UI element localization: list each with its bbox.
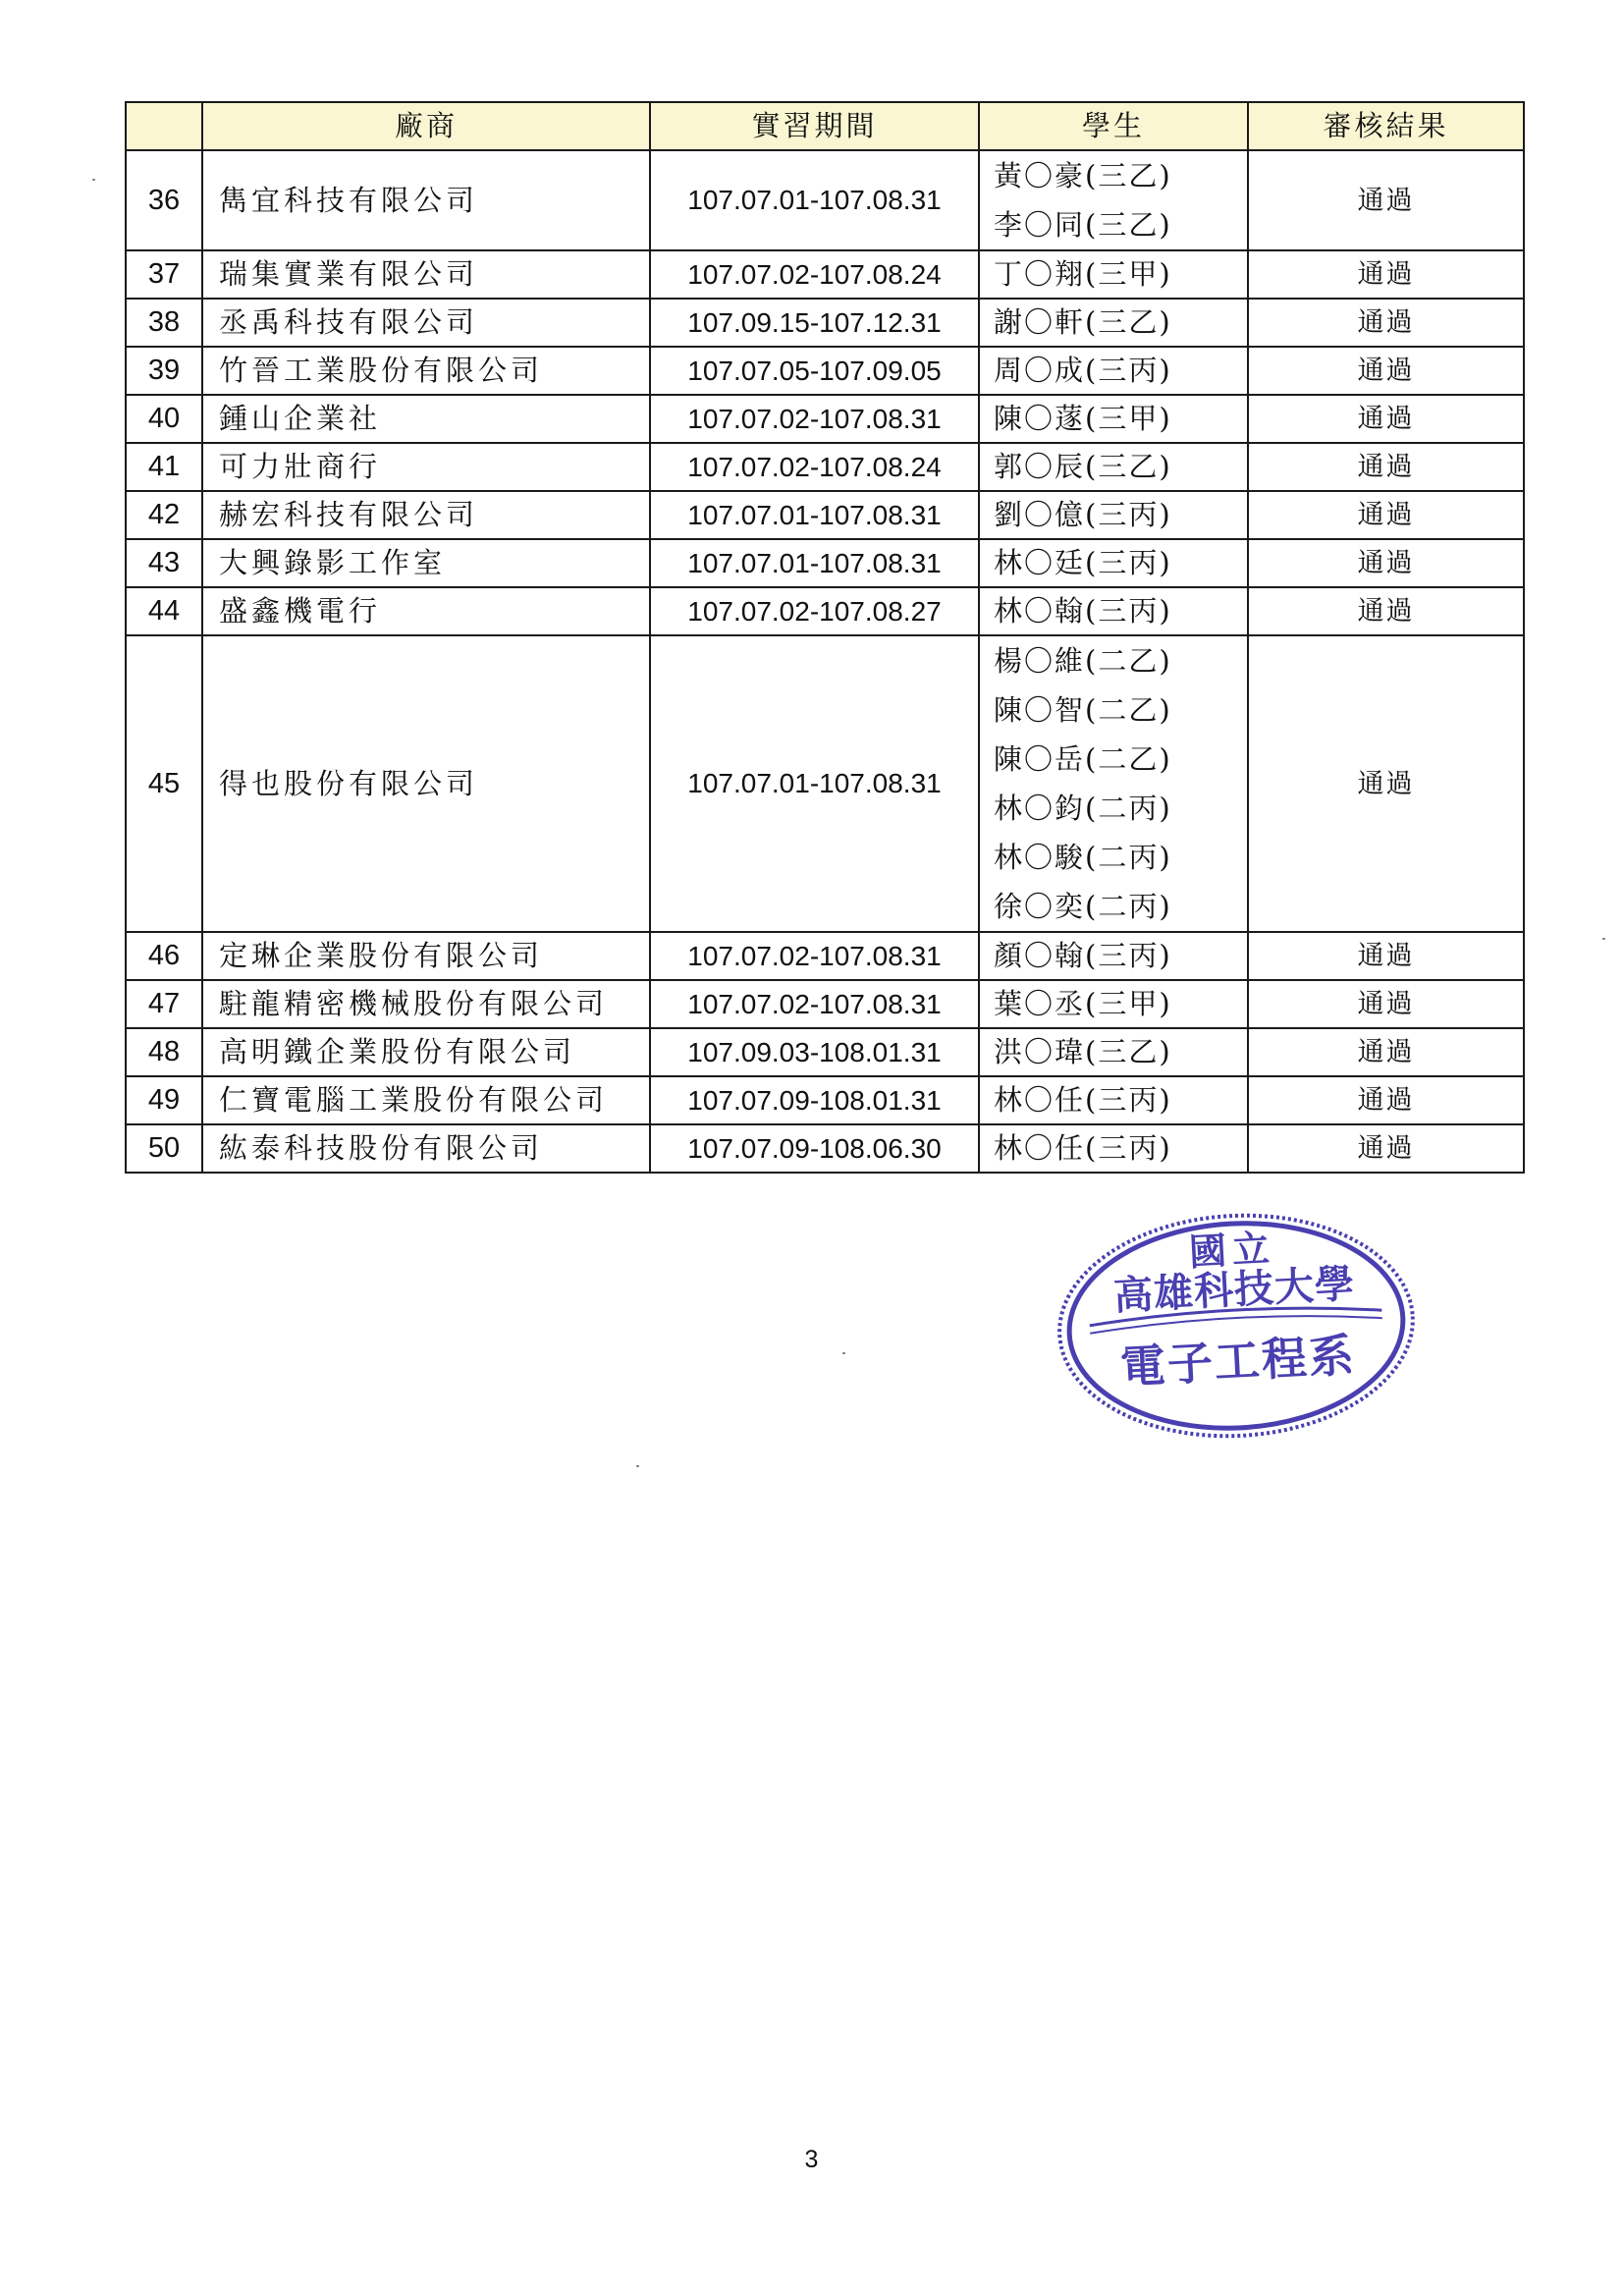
student-name: 黃〇豪(三乙): [994, 159, 1172, 192]
table-row: [126, 491, 1524, 539]
row-number: 43: [126, 539, 202, 587]
student-name: 林〇廷(三丙): [994, 546, 1172, 579]
student-list: [979, 150, 1248, 250]
student-name: 陳〇蓫(三甲): [994, 402, 1172, 435]
student-name: 劉〇億(三丙): [994, 498, 1172, 531]
company-name: 盛鑫機電行: [202, 587, 650, 635]
table-row: [126, 539, 1524, 587]
table-row: [126, 980, 1524, 1028]
internship-period: 107.07.02-107.08.24: [650, 250, 979, 299]
row-number: 36: [126, 150, 202, 250]
row-number: 40: [126, 395, 202, 443]
table-row: [126, 635, 1524, 932]
student-list: [979, 932, 1248, 980]
internship-period: 107.07.01-107.08.31: [650, 150, 979, 250]
table-row: [126, 932, 1524, 980]
seal-line-2: 高雄科技大學: [1112, 1261, 1357, 1320]
review-result: 通過: [1248, 1076, 1524, 1124]
header-students: 學生: [979, 102, 1248, 150]
header-number: [126, 102, 202, 150]
review-result: 通過: [1248, 250, 1524, 299]
company-name: 瑞集實業有限公司: [202, 250, 650, 299]
student-name: 洪〇瑋(三乙): [994, 1035, 1172, 1068]
table-row: [126, 299, 1524, 347]
company-name: 大興錄影工作室: [202, 539, 650, 587]
student-list: [979, 250, 1248, 299]
student-list: [979, 587, 1248, 635]
row-number: 44: [126, 587, 202, 635]
student-name: 林〇駿(二丙): [994, 841, 1172, 874]
internship-period: 107.07.01-107.08.31: [650, 491, 979, 539]
student-name: 林〇任(三丙): [994, 1083, 1172, 1117]
review-result: 通過: [1248, 1028, 1524, 1076]
header-result: 審核結果: [1248, 102, 1524, 150]
row-number: 42: [126, 491, 202, 539]
student-name: 林〇任(三丙): [994, 1131, 1172, 1165]
student-name: 顏〇翰(三丙): [994, 939, 1172, 972]
internship-period: 107.07.02-107.08.31: [650, 395, 979, 443]
review-result: 通過: [1248, 980, 1524, 1028]
row-number: 48: [126, 1028, 202, 1076]
student-name: 陳〇智(二乙): [994, 693, 1172, 727]
company-name: 丞禹科技有限公司: [202, 299, 650, 347]
table-row: [126, 347, 1524, 395]
student-name: 周〇成(三丙): [994, 354, 1172, 387]
table-row: [126, 395, 1524, 443]
student-name: 郭〇辰(三乙): [994, 450, 1172, 483]
scan-speck: [1602, 938, 1605, 940]
internship-period: 107.09.03-108.01.31: [650, 1028, 979, 1076]
review-result: 通過: [1248, 539, 1524, 587]
student-list: [979, 299, 1248, 347]
table-row: [126, 1076, 1524, 1124]
student-name: 徐〇奕(二丙): [994, 890, 1172, 923]
student-list: [979, 1124, 1248, 1173]
scan-speck: [842, 1352, 845, 1354]
row-number: 38: [126, 299, 202, 347]
review-result: 通過: [1248, 299, 1524, 347]
page-number: 3: [804, 2146, 819, 2173]
student-list: [979, 347, 1248, 395]
student-list: [979, 1028, 1248, 1076]
student-name: 丁〇翔(三甲): [994, 257, 1172, 291]
table-row: [126, 150, 1524, 250]
company-name: 高明鐵企業股份有限公司: [202, 1028, 650, 1076]
scan-speck: [92, 179, 95, 181]
company-name: 定琳企業股份有限公司: [202, 932, 650, 980]
internship-period: 107.07.09-108.01.31: [650, 1076, 979, 1124]
company-name: 仁寶電腦工業股份有限公司: [202, 1076, 650, 1124]
company-name: 赫宏科技有限公司: [202, 491, 650, 539]
table-row: [126, 250, 1524, 299]
header-period: 實習期間: [650, 102, 979, 150]
row-number: 46: [126, 932, 202, 980]
internship-review-table: [125, 101, 1525, 1174]
table-row: [126, 443, 1524, 491]
review-result: 通過: [1248, 443, 1524, 491]
internship-period: 107.09.15-107.12.31: [650, 299, 979, 347]
student-list: [979, 443, 1248, 491]
review-result: 通過: [1248, 150, 1524, 250]
student-list: [979, 539, 1248, 587]
student-name: 林〇翰(三丙): [994, 594, 1172, 628]
review-result: 通過: [1248, 635, 1524, 932]
student-list: [979, 980, 1248, 1028]
company-name: 駐龍精密機械股份有限公司: [202, 980, 650, 1028]
company-name: 紘泰科技股份有限公司: [202, 1124, 650, 1173]
department-seal: [1045, 1198, 1428, 1452]
student-name: 楊〇維(二乙): [994, 644, 1172, 678]
header-company: 廠商: [202, 102, 650, 150]
internship-period: 107.07.01-107.08.31: [650, 539, 979, 587]
company-name: 鍾山企業社: [202, 395, 650, 443]
seal-line-1: 國立: [1187, 1226, 1277, 1275]
student-name: 陳〇岳(二乙): [994, 742, 1172, 776]
internship-period: 107.07.02-107.08.31: [650, 932, 979, 980]
internship-period: 107.07.02-107.08.24: [650, 443, 979, 491]
student-list: [979, 491, 1248, 539]
student-name: 李〇同(三乙): [994, 208, 1172, 242]
row-number: 39: [126, 347, 202, 395]
review-result: 通過: [1248, 347, 1524, 395]
company-name: 竹晉工業股份有限公司: [202, 347, 650, 395]
row-number: 45: [126, 635, 202, 932]
student-list: [979, 635, 1248, 932]
row-number: 41: [126, 443, 202, 491]
student-list: [979, 1076, 1248, 1124]
review-result: 通過: [1248, 932, 1524, 980]
internship-period: 107.07.02-107.08.27: [650, 587, 979, 635]
company-name: 雋宜科技有限公司: [202, 150, 650, 250]
review-result: 通過: [1248, 395, 1524, 443]
table-row: [126, 1124, 1524, 1173]
internship-period: 107.07.09-108.06.30: [650, 1124, 979, 1173]
student-name: 林〇鈞(二丙): [994, 792, 1172, 825]
student-name: 謝〇軒(三乙): [994, 305, 1172, 339]
scan-speck: [636, 1465, 639, 1467]
table-row: [126, 1028, 1524, 1076]
internship-period: 107.07.01-107.08.31: [650, 635, 979, 932]
review-result: 通過: [1248, 491, 1524, 539]
company-name: 可力壯商行: [202, 443, 650, 491]
review-result: 通過: [1248, 1124, 1524, 1173]
internship-period: 107.07.05-107.09.05: [650, 347, 979, 395]
student-list: [979, 395, 1248, 443]
row-number: 47: [126, 980, 202, 1028]
row-number: 49: [126, 1076, 202, 1124]
table-row: [126, 587, 1524, 635]
row-number: 50: [126, 1124, 202, 1173]
table-body: [126, 150, 1524, 1173]
seal-line-3: 電子工程系: [1118, 1328, 1358, 1394]
review-result: 通過: [1248, 587, 1524, 635]
table-header-row: [126, 102, 1524, 150]
internship-period: 107.07.02-107.08.31: [650, 980, 979, 1028]
company-name: 得也股份有限公司: [202, 635, 650, 932]
row-number: 37: [126, 250, 202, 299]
student-name: 葉〇丞(三甲): [994, 987, 1172, 1020]
